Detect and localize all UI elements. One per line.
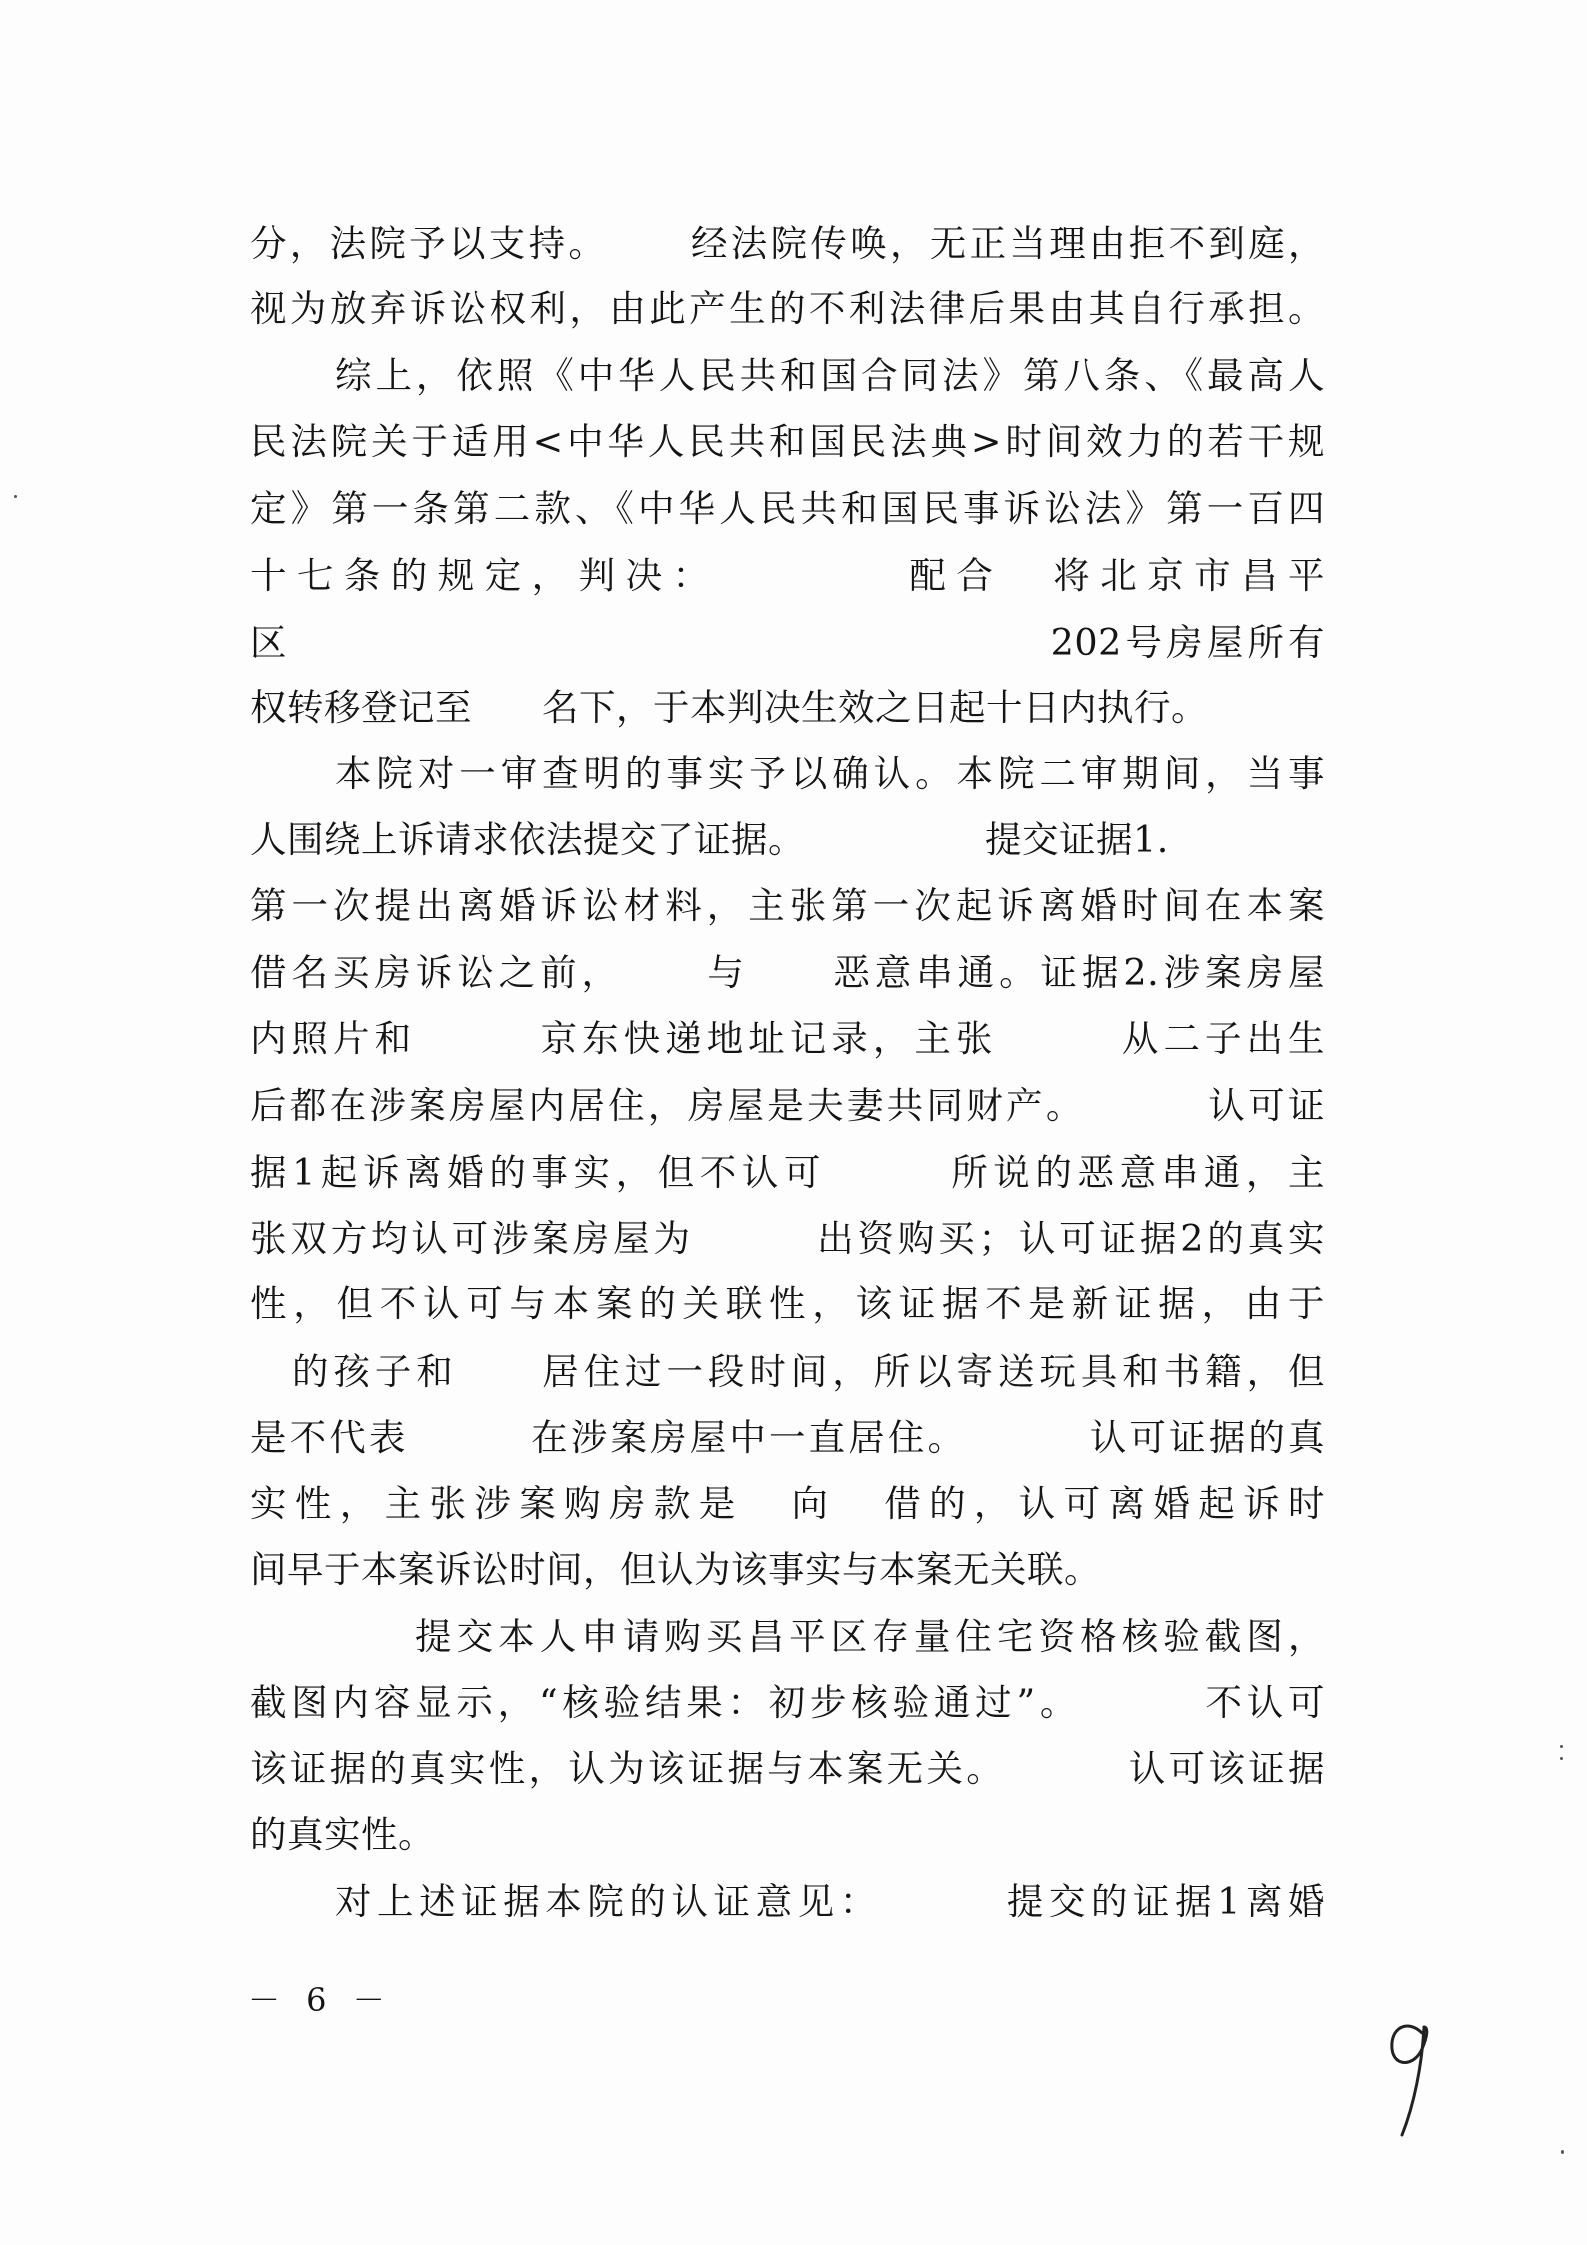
text-line-15: 据1起诉离婚的事实，但不认可 所说的恶意串通，主 [250, 1151, 1325, 1194]
text-line-17: 性，但不认可与本案的关联性，该证据不是新证据，由于 [250, 1282, 1325, 1325]
text-line-26: 对上述证据本院的认证意见： 提交的证据1离婚 [335, 1880, 1326, 1923]
text-line-16: 张双方均认可涉案房屋为 出资购买；认可证据2的真实 [250, 1217, 1325, 1260]
text-line-20: 实性，主张涉案购房款是 向 借的，认可离婚起诉时 [250, 1482, 1326, 1525]
text-line-19: 是不代表 在涉案房屋中一直居住。 认可证据的真 [250, 1416, 1326, 1459]
scan-speck [1561, 2150, 1564, 2154]
text-line-24: 该证据的真实性，认为该证据与本案无关。 认可该证据 [250, 1747, 1326, 1790]
text-line-25: 的真实性。 [250, 1813, 435, 1856]
text-line-10: 人围绕上诉请求依法提交了证据。 提交证据1. [250, 818, 1169, 861]
scan-speck [1560, 1745, 1563, 1748]
text-line-22: 提交本人申请购买昌平区存量住宅资格核验截图， [415, 1615, 1325, 1658]
text-line-7: 区 202号房屋所有 [250, 621, 1325, 664]
page-number: － 6 － [248, 1981, 393, 2019]
text-line-14: 后都在涉案房屋内居住，房屋是夫妻共同财产。 认可证 [250, 1084, 1326, 1127]
text-line-9: 本院对一审查明的事实予以确认。本院二审期间，当事 [335, 752, 1325, 795]
text-line-13: 内照片和 京东快递地址记录，主张 从二子出生 [250, 1017, 1326, 1060]
text-line-6: 十七条的规定，判决： 配合 将北京市昌平 [250, 554, 1326, 597]
text-line-3: 综上，依照《中华人民共和国合同法》第八条、《最高人 [335, 354, 1325, 397]
text-line-12: 借名买房诉讼之前， 与 恶意串通。证据2.涉案房屋 [250, 951, 1326, 994]
text-line-4: 民法院关于适用<中华人民共和国民法典>时间效力的若干规 [250, 420, 1325, 463]
scan-speck [14, 495, 17, 498]
text-line-2: 视为放弃诉讼权利，由此产生的不利法律后果由其自行承担。 [250, 287, 1325, 330]
text-line-21: 间早于本案诉讼时间，但认为该事实与本案无关联。 [250, 1548, 1101, 1591]
text-line-23: 截图内容显示，“核验结果：初步核验通过”。 不认可 [250, 1681, 1326, 1724]
text-line-18: 的孩子和 居住过一段时间，所以寄送玩具和书籍，但 [292, 1350, 1326, 1393]
text-line-8: 权转移登记至 名下，于本判决生效之日起十日内执行。 [250, 686, 1208, 729]
text-line-5: 定》第一条第二款、《中华人民共和国民事诉讼法》第一百四 [250, 487, 1325, 530]
handwritten-folio-mark [1378, 2005, 1448, 2145]
text-line-11: 第一次提出离婚诉讼材料，主张第一次起诉离婚时间在本案 [250, 884, 1325, 927]
scan-speck [1560, 1757, 1563, 1760]
text-line-1: 分，法院予以支持。 经法院传唤，无正当理由拒不到庭， [250, 222, 1326, 265]
